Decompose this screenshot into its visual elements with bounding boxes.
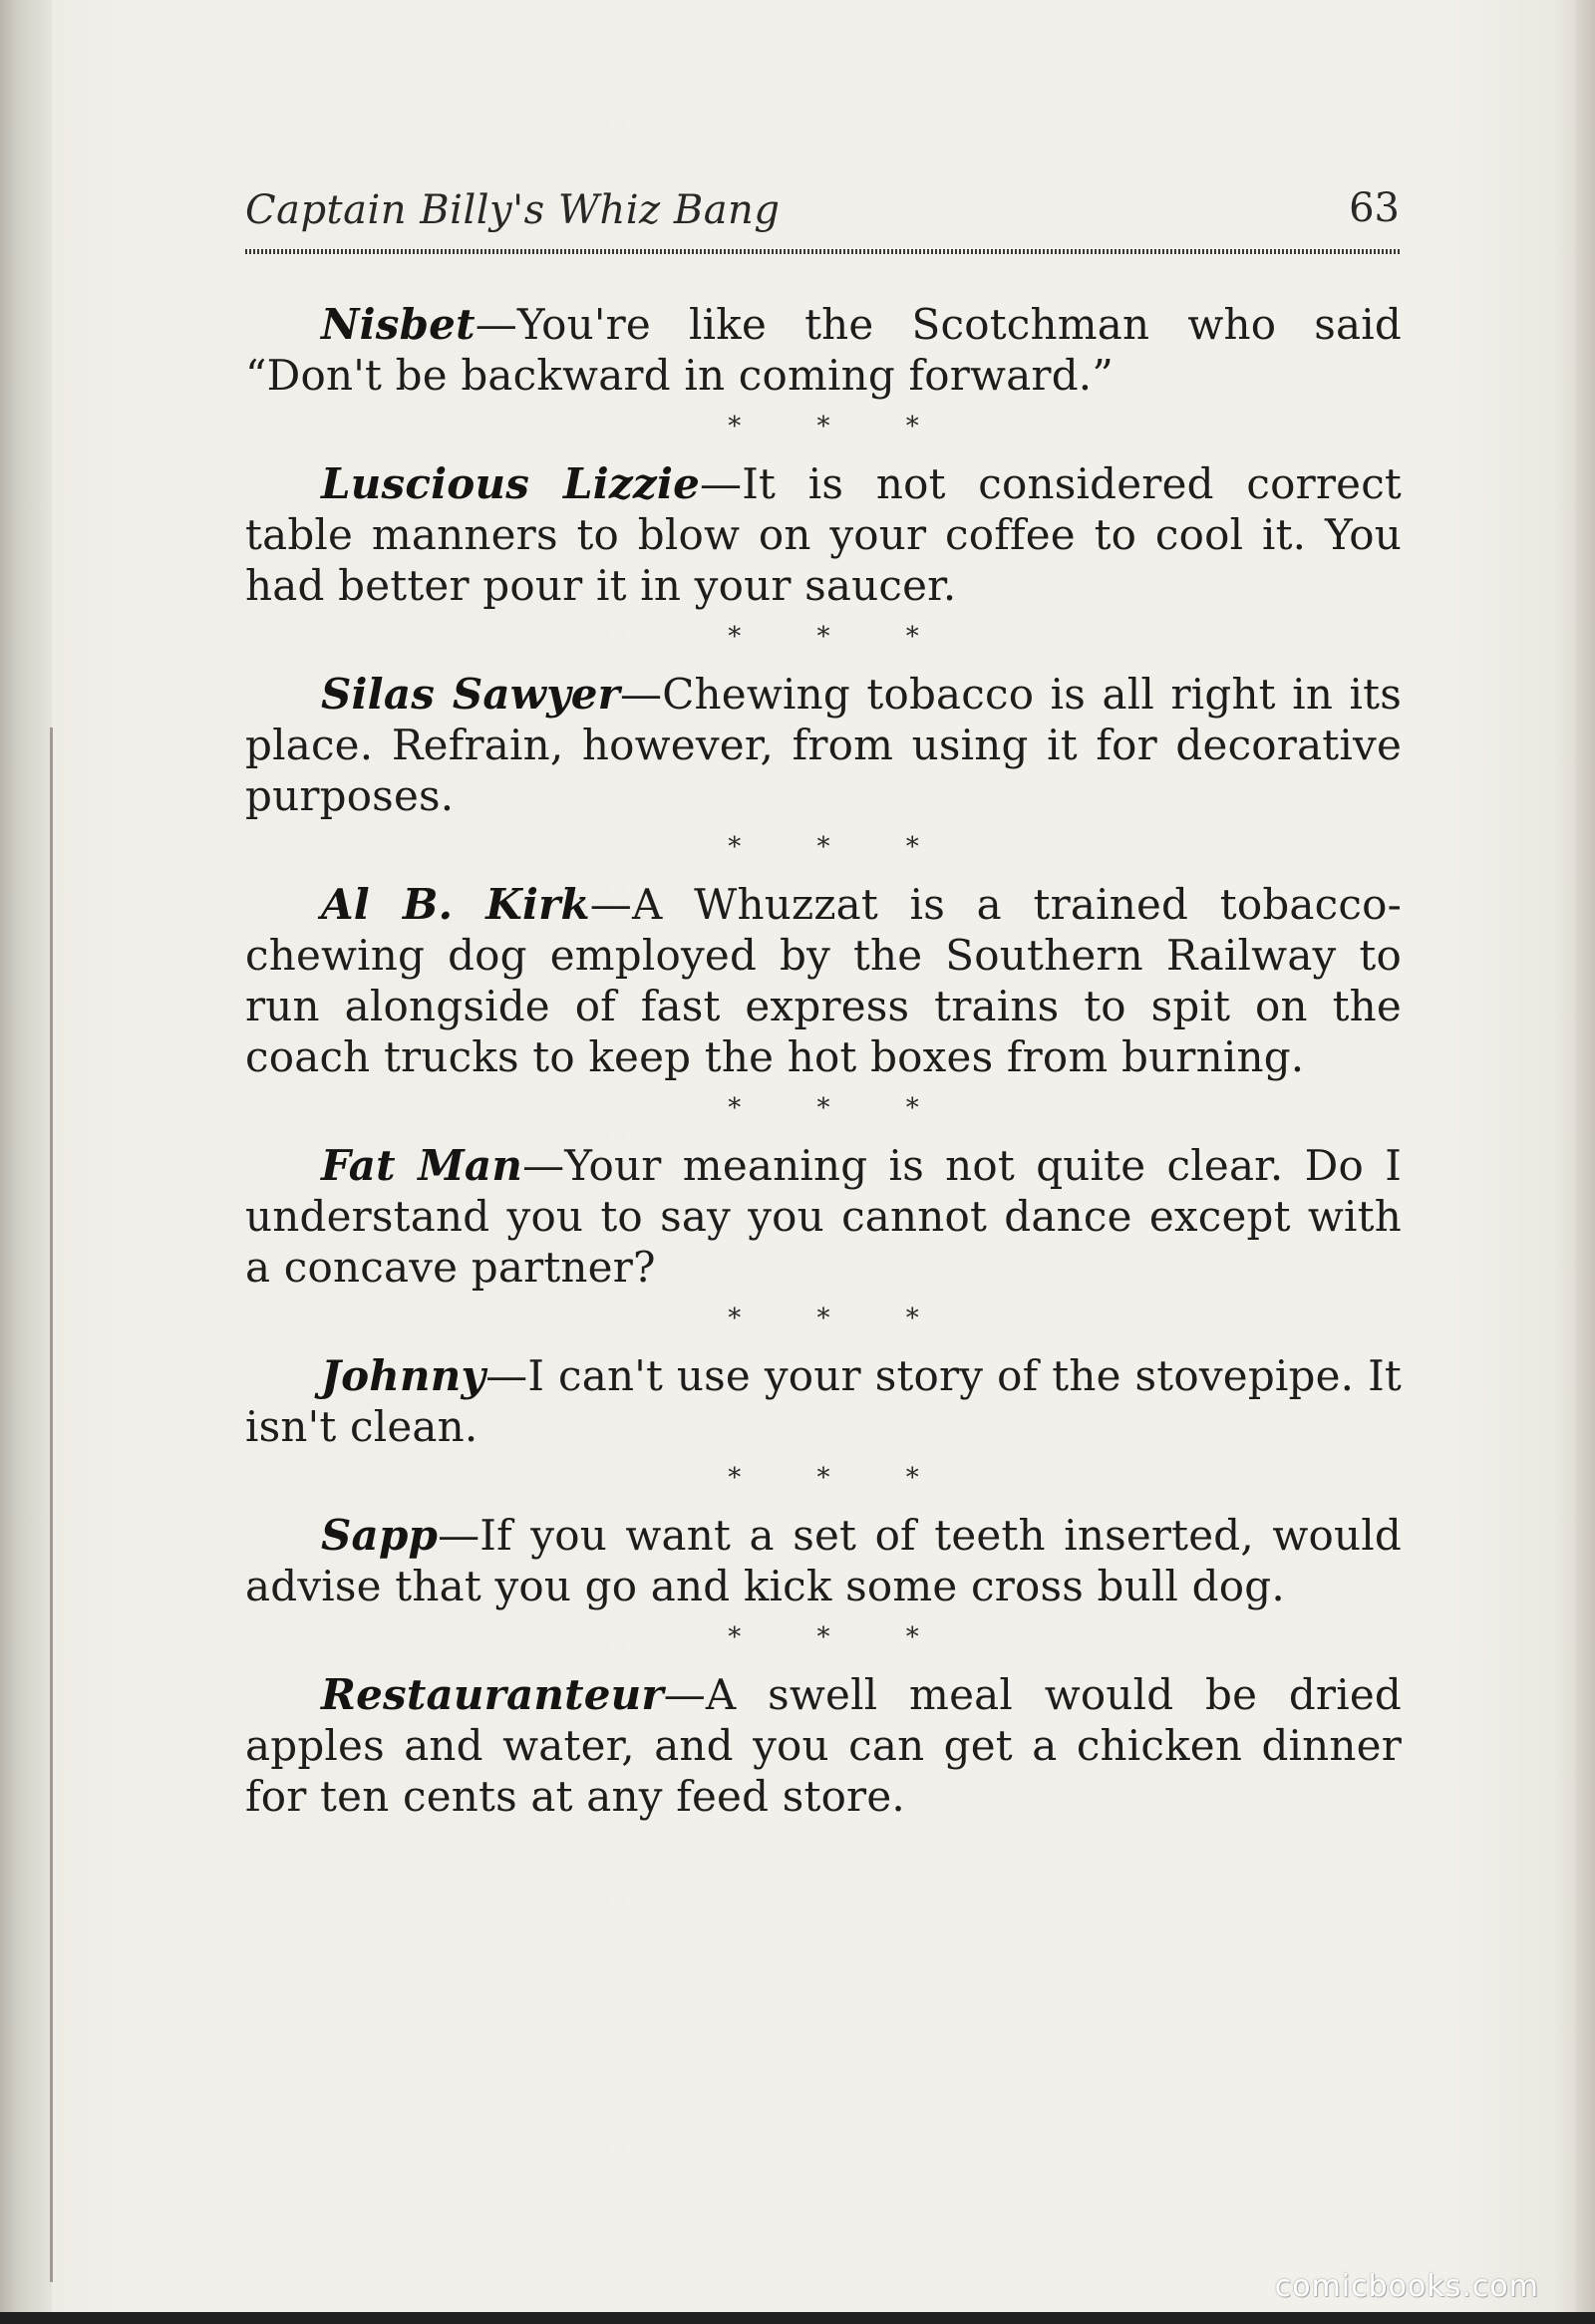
entry-text: If you want a set of teeth inserted, would advise that you go and kick some cross bull dog. (245, 1511, 1402, 1610)
entry-text: I can't use your story of the stovepipe. It isn't clean. (245, 1351, 1402, 1451)
entry-luscious-lizzie (245, 458, 1402, 611)
content-column (245, 299, 1402, 1822)
entry-paragraph (245, 669, 1402, 821)
entry-paragraph (245, 1140, 1402, 1293)
entry-paragraph (245, 879, 1402, 1082)
entry-dash: — (485, 1351, 528, 1400)
entry-name: Al B. Kirk (321, 880, 590, 929)
entry-name: Luscious Lizzie (321, 459, 701, 508)
entry-name: Sapp (321, 1511, 439, 1560)
entry-text: A swell meal would be dried apples and water, and you can get a chicken dinner for ten cents at any feed store. (245, 1670, 1402, 1821)
entry-name: Silas Sawyer (321, 670, 620, 719)
separator-stars: * * * (728, 832, 953, 862)
entry-text: Chewing tobacco is all right in its place. Refrain, however, from using it for decorative purposes. (245, 670, 1403, 820)
spine-shadow (0, 0, 52, 2324)
entry-text: It is not considered correct table manners to blow on your coffee to cool it. You had better pour it in your saucer. (245, 459, 1402, 610)
entry-dash: — (522, 1141, 565, 1190)
entry-text: A Whuzzat is a trained tobacco-chewing dog employed by the Southern Railway to run alongside of fast express trains to spit on the coach trucks to keep the hot boxes from burning. (245, 880, 1402, 1081)
entry-dash: — (619, 670, 663, 719)
entry-name: Johnny (321, 1351, 486, 1400)
entry-paragraph (245, 299, 1402, 401)
separator-stars: * * * (728, 1093, 953, 1123)
entry-nisbet (245, 299, 1402, 401)
entry-sapp (245, 1510, 1402, 1611)
entry-dash: — (663, 1670, 706, 1719)
bottom-edge (0, 2312, 1595, 2324)
entry-name: Restauranteur (321, 1670, 664, 1719)
spine-line (50, 727, 53, 2282)
separator-stars: * * * (728, 1304, 953, 1333)
running-header (245, 187, 1404, 257)
entry-text: You're like the Scotchman who said “Don't be backward in coming forward.” (245, 300, 1402, 400)
watermark: comicbooks.com (1274, 2269, 1539, 2304)
entry-text: Your meaning is not quite clear. Do I understand you to say you cannot dance except with a concave partner? (245, 1141, 1402, 1292)
entry-dash: — (438, 1511, 480, 1560)
entry-silas-sawyer (245, 669, 1402, 821)
separator-stars: * * * (728, 1463, 953, 1493)
entry-johnny (245, 1350, 1402, 1452)
entry-fat-man (245, 1140, 1402, 1293)
entry-dash: — (700, 459, 743, 508)
entry-name: Fat Man (321, 1141, 523, 1190)
entry-al-b-kirk (245, 879, 1402, 1082)
entry-paragraph (245, 1669, 1402, 1822)
page-right-edge (1575, 0, 1595, 2324)
entry-paragraph (245, 1350, 1402, 1452)
separator-stars: * * * (728, 622, 953, 652)
header-rule (245, 249, 1402, 254)
entry-dash: — (589, 880, 632, 929)
page-number: 63 (1349, 185, 1400, 231)
separator-stars: * * * (728, 1622, 953, 1652)
entry-name: Nisbet (321, 300, 476, 349)
entry-paragraph (245, 1510, 1402, 1611)
entry-paragraph (245, 458, 1402, 611)
entry-restauranteur (245, 1669, 1402, 1822)
entry-dash: — (475, 300, 517, 349)
separator-stars: * * * (728, 412, 953, 441)
running-title: Captain Billy's Whiz Bang (245, 187, 781, 233)
